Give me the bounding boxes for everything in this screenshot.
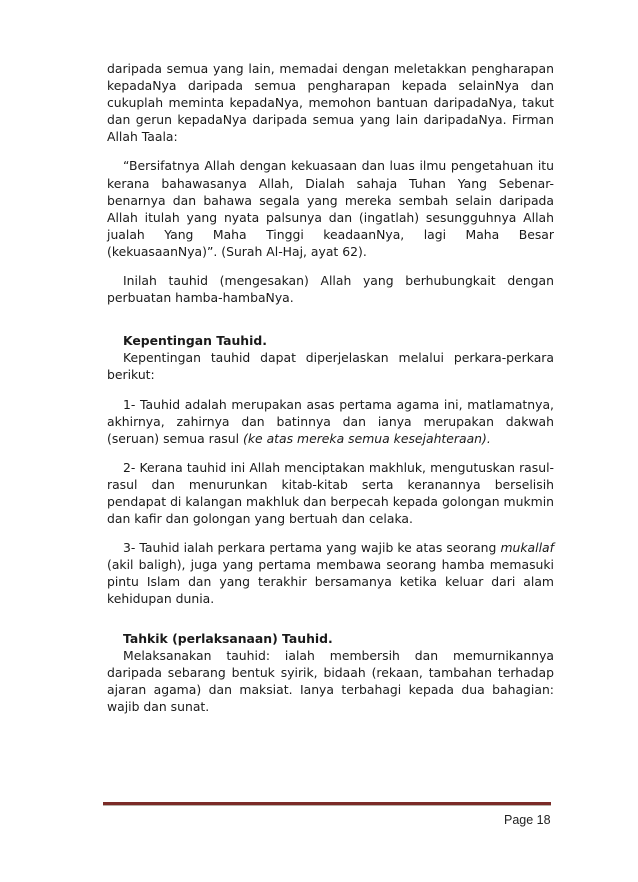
point-1-text: 1- Tauhid adalah merupakan asas pertama agama ini, matlamatnya, akhirnya, zahirnya dan batinnya dan ianya merupakan dakwah (seruan) semua rasul bbox=[107, 396, 554, 446]
page-number: Page 18 bbox=[504, 813, 551, 827]
paragraph-3: Inilah tauhid (mengesakan) Allah yang berhubungkait dengan perbuatan hamba-hambaNya. bbox=[107, 273, 554, 306]
paragraph-4: Kepentingan tauhid dapat diperjelaskan melalui perkara-perkara berikut: bbox=[107, 350, 554, 383]
point-3-start: 3- Tauhid ialah perkara pertama yang wajib ke atas seorang bbox=[123, 540, 501, 556]
point-3 bbox=[107, 539, 554, 607]
point-1 bbox=[107, 396, 554, 447]
section-heading-kepentingan: Kepentingan Tauhid. bbox=[123, 333, 267, 349]
point-2: 2- Kerana tauhid ini Allah menciptakan makhluk, mengutuskan rasul-rasul dan menurunkan kitab-kitab serta keranannya berselisih pendapat di kalangan makhluk dan berpecah kepada golongan mukmin dan kafir dan golongan yang bertuah dan celaka. bbox=[107, 459, 554, 527]
document-body bbox=[107, 60, 554, 715]
quote-paragraph: “Bersifatnya Allah dengan kekuasaan dan luas ilmu pengetahuan itu kerana bahawasanya Allah, Dialah sahaja Tuhan Yang Sebenar-benarnya dan bahawa segala yang mereka sembah selain daripada Allah itulah yang nyata palsunya dan (ingatlah) sesungguhnya Allah jualah Yang Maha Tinggi keadaanNya, lagi Maha Besar (kekuasaanNya)”. (Surah Al-Haj, ayat 62). bbox=[107, 158, 554, 259]
footer-rule-shadow bbox=[103, 805, 551, 806]
section-heading-tahkik: Tahkik (perlaksanaan) Tauhid. bbox=[123, 630, 333, 646]
paragraph-1: daripada semua yang lain, memadai dengan meletakkan pengharapan kepadaNya daripada semua pengharapan kepada selainNya dan cukuplah meminta kepadaNya, memohon bantuan daripadaNya, takut dan gerun kepadaNya daripada semua yang lain daripadaNya. Firman Allah Taala: bbox=[107, 61, 554, 145]
paragraph-8: Melaksanakan tauhid: ialah membersih dan memurnikannya daripada sebarang bentuk syirik, bidaah (rekaan, tambahan terhadap ajaran agama) dan maksiat. Ianya terbahagi kepada dua bahagian: wajib dan sunat. bbox=[107, 647, 554, 714]
point-1-italic: (ke atas mereka semua kesejahteraan). bbox=[243, 430, 491, 446]
point-3-italic: mukallaf bbox=[500, 540, 554, 556]
point-3-end: (akil baligh), juga yang pertama membawa seorang hamba memasuki pintu Islam dan yang terakhir bersamanya ketika keluar dari alam kehidupan dunia. bbox=[107, 557, 554, 607]
